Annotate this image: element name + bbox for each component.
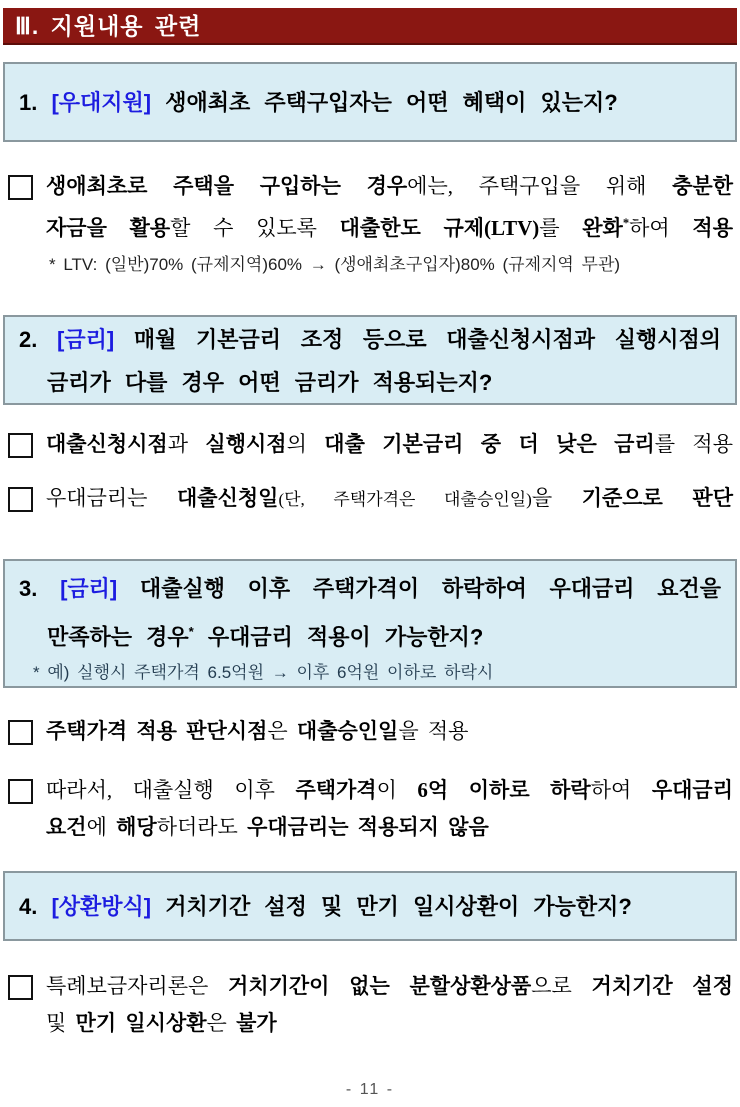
answer-1-line-2: 자금을 활용할 수 있도록 대출한도 규제(LTV)를 완화*하여 적용 — [46, 216, 733, 240]
section-title: Ⅲ. 지원내용 관련 — [15, 13, 202, 39]
answer-2-2-line-1: 우대금리는 대출신청일(단, 주택가격은 대출승인일)을 기준으로 판단 — [46, 486, 733, 510]
answer-4-line-2: 및 만기 일시상환은 불가 — [46, 1011, 277, 1035]
checkbox-icon — [8, 487, 33, 512]
answer-4 — [8, 968, 733, 1042]
page-number: - 11 - — [345, 1081, 395, 1098]
answer-4-line-1: 특례보금자리론은 거치기간이 없는 분할상환상품으로 거치기간 설정 — [46, 974, 733, 998]
answer-3-2 — [8, 772, 733, 846]
answer-3-1-text — [46, 713, 733, 750]
question-4-box — [3, 871, 737, 941]
answer-2-2 — [8, 480, 733, 518]
question-3-box — [3, 559, 737, 688]
answer-2-1-line-1: 대출신청시점과 실행시점의 대출 기본금리 중 더 낮은 금리를 적용 — [46, 432, 733, 456]
checkbox-icon — [8, 720, 33, 745]
answer-3-1 — [8, 713, 733, 750]
answer-2-2-text — [46, 480, 733, 518]
question-2-box — [3, 315, 737, 405]
question-1-box — [3, 62, 737, 142]
checkbox-icon — [8, 433, 33, 458]
answer-3-2-text — [46, 772, 733, 846]
answer-3-1-line-1: 주택가격 적용 판단시점은 대출승인일을 적용 — [46, 719, 469, 743]
question-3-line-1: 3. [금리] 대출실행 이후 주택가격이 하락하여 우대금리 요건을 — [19, 576, 721, 601]
checkbox-icon — [8, 175, 33, 200]
question-2-line-2: 금리가 다를 경우 어떤 금리가 적용되는지? — [47, 370, 493, 395]
question-3-footnote: * 예) 실행시 주택가격 6.5억원 → 이후 6억원 이하로 하락시 — [33, 663, 494, 683]
answer-3-2-line-2: 요건에 해당하더라도 우대금리는 적용되지 않음 — [46, 815, 489, 839]
answer-1-text — [46, 168, 733, 247]
answer-2-1-text — [46, 426, 733, 463]
question-1-text: 1. [우대지원] 생애최초 주택구입자는 어떤 혜택이 있는지? — [19, 89, 618, 115]
answer-1 — [8, 168, 733, 247]
checkbox-icon — [8, 975, 33, 1000]
question-3-line-2: 만족하는 경우* 우대금리 적용이 가능한지? — [47, 624, 484, 650]
section-header-bar — [3, 8, 737, 45]
question-4-text: 4. [상환방식] 거치기간 설정 및 만기 일시상환이 가능한지? — [19, 893, 632, 919]
answer-1-line-1: 생애최초로 주택을 구입하는 경우에는, 주택구입을 위해 충분한 — [46, 174, 733, 198]
question-2-line-1: 2. [금리] 매월 기본금리 조정 등으로 대출신청시점과 실행시점의 — [19, 327, 721, 352]
checkbox-icon — [8, 779, 33, 804]
answer-4-text — [46, 968, 733, 1042]
ltv-footnote: * LTV: (일반)70% (규제지역)60% → (생애최초구입자)80% (규제지역 무관) — [49, 255, 621, 274]
answer-2-1 — [8, 426, 733, 463]
answer-3-2-line-1: 따라서, 대출실행 이후 주택가격이 6억 이하로 하락하여 우대금리 — [46, 778, 733, 802]
